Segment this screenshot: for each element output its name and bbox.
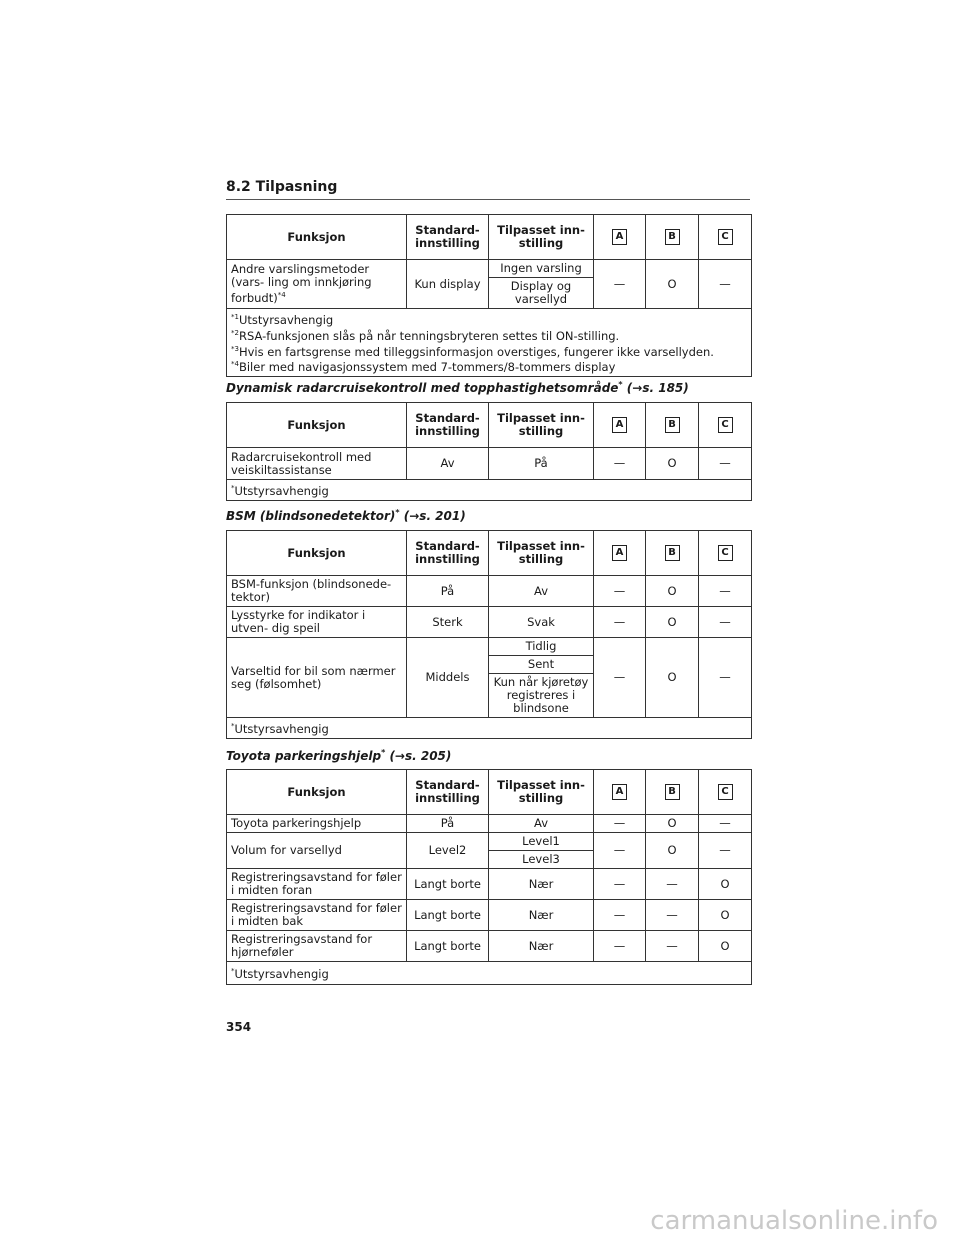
header-a [594, 531, 646, 576]
cell-funksjon: Volum for varsellyd [227, 833, 407, 869]
table-footnotes [227, 962, 752, 985]
cell-tilpasset: Sent [489, 656, 594, 674]
header-c [699, 403, 752, 448]
cell-standard: Middels [407, 638, 489, 718]
cell-tilpasset: Nær [489, 900, 594, 931]
cell-tilpasset: Ingen varsling [489, 260, 594, 278]
cell-a: — [594, 448, 646, 480]
cell-a: — [594, 638, 646, 718]
cell-funksjon: BSM-funksjon (blindsonede- tektor) [227, 576, 407, 607]
table-2-heading: Dynamisk radarcruisekontroll med topphastighetsområde* (→s. 185) [226, 380, 689, 395]
cell-a: — [594, 815, 646, 833]
cell-c: — [699, 448, 752, 480]
cell-tilpasset: Display og varsellyd [489, 278, 594, 309]
cell-standard: På [407, 576, 489, 607]
column-b-icon: B [665, 784, 680, 800]
header-c [699, 531, 752, 576]
table-row [227, 607, 752, 638]
cell-a: — [594, 607, 646, 638]
column-a-icon: A [612, 229, 627, 245]
header-a [594, 770, 646, 815]
cell-standard: Av [407, 448, 489, 480]
cell-standard: På [407, 815, 489, 833]
cell-c: — [699, 638, 752, 718]
column-c-icon: C [718, 417, 733, 433]
settings-table-1 [226, 214, 752, 377]
cell-funksjon: Registreringsavstand for hjørneføler [227, 931, 407, 962]
cell-b: O [646, 815, 699, 833]
table-row [227, 931, 752, 962]
table-footnotes [227, 309, 752, 377]
column-b-icon: B [665, 417, 680, 433]
cell-a: — [594, 833, 646, 869]
header-tilpasset: Tilpasset inn- stilling [489, 531, 594, 576]
cell-a: — [594, 931, 646, 962]
table-row [227, 448, 752, 480]
cell-funksjon: Registreringsavstand for føler i midten foran [227, 869, 407, 900]
header-tilpasset: Tilpasset inn- stilling [489, 770, 594, 815]
page-number: 354 [226, 1020, 252, 1034]
header-b [646, 403, 699, 448]
column-b-icon: B [665, 545, 680, 561]
cell-tilpasset: Av [489, 576, 594, 607]
cell-tilpasset: På [489, 448, 594, 480]
column-a-icon: A [612, 784, 627, 800]
cell-b: O [646, 576, 699, 607]
table-header-row [227, 770, 752, 815]
table-row [227, 869, 752, 900]
header-funksjon: Funksjon [227, 215, 407, 260]
column-c-icon: C [718, 784, 733, 800]
cell-tilpasset: Nær [489, 869, 594, 900]
cell-b: — [646, 869, 699, 900]
cell-a: — [594, 869, 646, 900]
cell-standard: Sterk [407, 607, 489, 638]
cell-standard: Level2 [407, 833, 489, 869]
section-title: 8.2 Tilpasning [226, 179, 338, 195]
column-a-icon: A [612, 545, 627, 561]
cell-b: O [646, 448, 699, 480]
footnote-cell: *Utstyrsavhengig [227, 962, 752, 985]
table-row [227, 576, 752, 607]
cell-tilpasset: Nær [489, 931, 594, 962]
cell-a: — [594, 260, 646, 309]
header-tilpasset: Tilpasset inn- stilling [489, 215, 594, 260]
settings-table-3 [226, 530, 752, 739]
header-a [594, 403, 646, 448]
footnote: $^{*3}$Hvis en fartsgrense med tilleggsinformasjon overstiges, fungerer ikke varsellyden. [231, 344, 714, 359]
cell-standard: Kun display [407, 260, 489, 309]
watermark-text: carmanualsonline.info [650, 1206, 938, 1236]
cell-funksjon: Varseltid for bil som nærmer seg (følsomhet) [227, 638, 407, 718]
column-c-icon: C [718, 229, 733, 245]
table-row [227, 638, 752, 656]
cell-c: O [699, 869, 752, 900]
cell-funksjon: Registreringsavstand for føler i midten bak [227, 900, 407, 931]
cell-b: O [646, 607, 699, 638]
footnote-cell [227, 309, 752, 377]
cell-tilpasset: Av [489, 815, 594, 833]
cell-funksjon: Andre varslingsmetoder (vars- ling om innkjøring forbudt)$^{*4}$ [227, 260, 407, 309]
settings-table-4 [226, 769, 752, 985]
cell-c: — [699, 833, 752, 869]
cell-c: — [699, 607, 752, 638]
cell-standard: Langt borte [407, 900, 489, 931]
header-funksjon: Funksjon [227, 770, 407, 815]
footnote: $^{*4}$Biler med navigasjonssystem med 7-tommers/8-tommers display [231, 360, 616, 375]
column-a-icon: A [612, 417, 627, 433]
header-b [646, 770, 699, 815]
footnote-cell: *Utstyrsavhengig [227, 480, 752, 501]
column-b-icon: B [665, 229, 680, 245]
section-divider [226, 199, 750, 200]
cell-standard: Langt borte [407, 931, 489, 962]
cell-b: O [646, 638, 699, 718]
cell-tilpasset: Svak [489, 607, 594, 638]
header-c [699, 215, 752, 260]
table-header-row [227, 531, 752, 576]
cell-c: — [699, 576, 752, 607]
cell-b: — [646, 900, 699, 931]
cell-b: O [646, 260, 699, 309]
table-row [227, 833, 752, 851]
cell-standard: Langt borte [407, 869, 489, 900]
cell-funksjon: Lysstyrke for indikator i utven- dig speil [227, 607, 407, 638]
header-c [699, 770, 752, 815]
footnote-cell: *Utstyrsavhengig [227, 718, 752, 739]
cell-funksjon: Toyota parkeringshjelp [227, 815, 407, 833]
header-funksjon: Funksjon [227, 403, 407, 448]
header-b [646, 215, 699, 260]
table-header-row [227, 403, 752, 448]
column-c-icon: C [718, 545, 733, 561]
header-standard: Standard- innstilling [407, 403, 489, 448]
header-standard: Standard- innstilling [407, 215, 489, 260]
header-funksjon: Funksjon [227, 531, 407, 576]
header-standard: Standard- innstilling [407, 531, 489, 576]
footnote: $^{*2}$RSA-funksjonen slås på når tenningsbryteren settes til ON-stilling. [231, 328, 620, 343]
header-standard: Standard- innstilling [407, 770, 489, 815]
table-row [227, 815, 752, 833]
cell-tilpasset: Kun når kjøretøy registreres i blindsone [489, 674, 594, 718]
table-row [227, 260, 752, 278]
footnote: $^{*1}$Utstyrsavhengig [231, 312, 334, 327]
table-footnotes [227, 480, 752, 501]
cell-a: — [594, 576, 646, 607]
cell-c: — [699, 815, 752, 833]
cell-b: — [646, 931, 699, 962]
cell-tilpasset: Level1 [489, 833, 594, 851]
header-a [594, 215, 646, 260]
cell-b: O [646, 833, 699, 869]
table-3-heading: BSM (blindsonedetektor)* (→s. 201) [226, 508, 466, 523]
table-footnotes [227, 718, 752, 739]
cell-tilpasset: Level3 [489, 851, 594, 869]
cell-c: O [699, 931, 752, 962]
header-b [646, 531, 699, 576]
cell-tilpasset: Tidlig [489, 638, 594, 656]
header-tilpasset: Tilpasset inn- stilling [489, 403, 594, 448]
table-header-row [227, 215, 752, 260]
cell-c: — [699, 260, 752, 309]
cell-funksjon: Radarcruisekontroll med veiskiltassistanse [227, 448, 407, 480]
cell-c: O [699, 900, 752, 931]
table-4-heading: Toyota parkeringshjelp* (→s. 205) [226, 748, 452, 763]
settings-table-2 [226, 402, 752, 501]
cell-a: — [594, 900, 646, 931]
table-row [227, 900, 752, 931]
